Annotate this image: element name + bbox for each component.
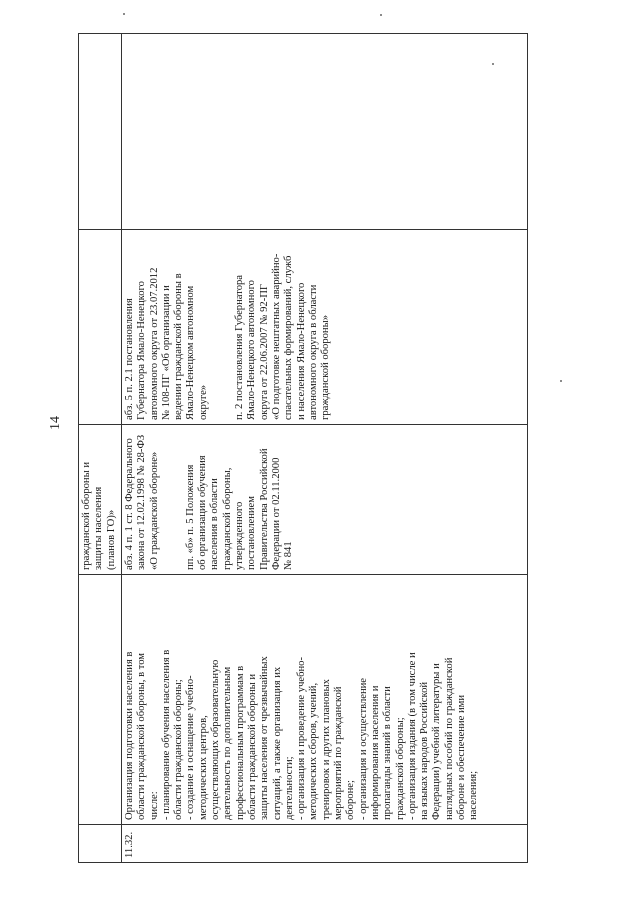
text-line: гражданской обороны» — [320, 314, 332, 420]
text-line: утвержденного — [234, 501, 246, 570]
text-line: гражданской обороны; — [394, 717, 406, 820]
text-line: на языках народов Российской — [419, 681, 431, 820]
text-line: - организация издания (в том числе и — [406, 652, 418, 820]
cell-base-top — [79, 425, 122, 575]
text-line: профессиональным программам в — [234, 665, 246, 820]
text-line: деятельность по дополнительным — [222, 666, 234, 820]
text-line: Ямало-Ненецком автономном — [185, 285, 197, 420]
text-line: методических сборов, учений, — [308, 682, 320, 820]
text-line: пропаганды знаний в области — [382, 686, 394, 820]
text-line: автономного округа в области — [307, 284, 319, 420]
text-line: спасательных формирований, служб — [283, 255, 295, 420]
text-line: «О подготовке нештатных аварийно- — [270, 253, 282, 420]
paragraph-gap — [222, 234, 234, 420]
text-line: методических центров, — [197, 715, 209, 820]
text-line: Федерации) учебной литературы и — [431, 663, 443, 820]
paragraph-gap — [210, 234, 222, 420]
text-line: постановлением — [246, 496, 258, 570]
row-measure-name — [122, 575, 528, 825]
row-number: 11.32. — [122, 825, 528, 863]
paragraph-gap — [161, 429, 173, 570]
text-line: наглядных пособий по гражданской — [443, 657, 455, 820]
text-line: информирования населения и — [369, 685, 381, 820]
text-line: Правительства Российской — [258, 448, 270, 570]
row-federal-basis — [122, 425, 528, 575]
text-line: № 108-ПГ «Об организации и — [160, 285, 172, 420]
text-line: населения в области — [209, 478, 221, 570]
text-line: (планов ГО)» — [105, 509, 117, 570]
text-line: мероприятий по гражданской — [333, 686, 345, 820]
text-line: - организация и проведение учебно- — [296, 657, 308, 820]
text-line: - создание и оснащение учебно- — [185, 675, 197, 820]
text-line: населения; — [468, 770, 480, 820]
text-line: «О гражданской обороне» — [148, 451, 160, 570]
text-line: осуществляющих образовательную — [210, 659, 222, 820]
scan-speck — [492, 63, 494, 65]
scan-speck — [380, 14, 382, 16]
text-line: защиты населения от чрезвычайных — [259, 656, 271, 820]
text-line: округе» — [197, 384, 209, 420]
text-line: обороне и обеспечение ими — [456, 695, 468, 820]
text-line: области гражданской обороны; — [173, 679, 185, 820]
table-row — [122, 34, 528, 863]
text-line: гражданской обороны, — [221, 467, 233, 570]
cell-name-top — [79, 575, 122, 825]
text-line: обороне; — [345, 780, 357, 820]
text-line: - планирование обучения населения в — [160, 649, 172, 820]
text-line: и населения Ямало-Ненецкого — [295, 282, 307, 420]
text-line: п. 2 постановления Губернатора — [234, 275, 246, 420]
text-line: об организации обучения — [197, 455, 209, 570]
text-line: числе: — [148, 791, 160, 820]
text-line: закона от 12.02.1998 № 28-ФЗ — [136, 434, 148, 570]
text-line: деятельности; — [283, 756, 295, 820]
scan-speck — [123, 13, 125, 15]
legal-table — [78, 33, 528, 863]
cell-rest-top — [79, 34, 122, 230]
text-line: ситуаций, а также организация их — [271, 666, 283, 820]
text-line: защиты населения — [93, 486, 105, 570]
text-line: Губернатора Ямало-Ненецкого — [136, 281, 148, 420]
text-line: автономного округа от 23.07.2012 — [148, 267, 160, 420]
table-continuation-row — [79, 34, 122, 863]
text-line: Организация подготовки населения в — [124, 651, 135, 820]
text-line: области гражданской обороны и — [246, 673, 258, 820]
row-regional-basis — [122, 230, 528, 425]
text-line: Ямало-Ненецкого автономного — [246, 280, 258, 420]
text-line: округа от 22.06.2007 № 92-ПГ — [258, 283, 270, 420]
page-number: 14 — [48, 416, 63, 430]
text-line: абз. 5 п. 2.1 постановления — [124, 298, 135, 420]
text-line: № 841 — [283, 541, 295, 570]
row-empty-cell — [122, 34, 528, 230]
text-line: области гражданской обороны, в том — [136, 652, 148, 820]
paragraph-gap — [173, 429, 185, 570]
scan-speck — [560, 380, 562, 382]
text-line: абз. 4 п. 1 ст. 8 Федерального — [124, 438, 135, 570]
text-line: ведении гражданской обороны в — [173, 273, 185, 420]
text-line: гражданской обороны и — [81, 461, 92, 570]
cell-number-top — [79, 825, 122, 863]
text-line: тренировок и других плановых — [320, 679, 332, 820]
text-line: - организация и осуществление — [357, 678, 369, 820]
cell-ref-top — [79, 230, 122, 425]
text-line: пп. «б» п. 5 Положения — [184, 464, 196, 570]
text-line: Федерации от 02.11.2000 — [270, 457, 282, 570]
